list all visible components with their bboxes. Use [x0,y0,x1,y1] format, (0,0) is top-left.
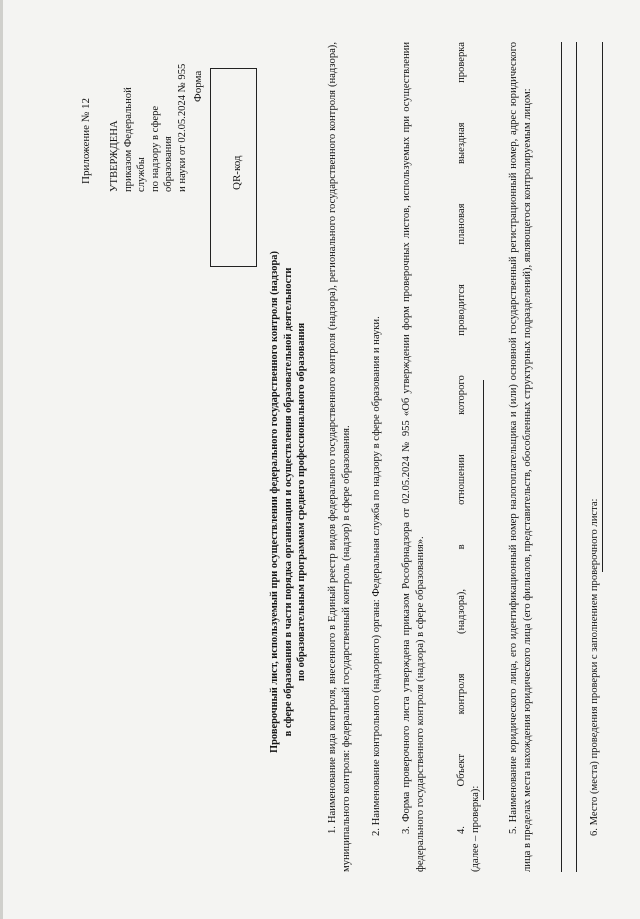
title-line-1: Проверочный лист, используемый при осуществлении федерального государственного контроля (надзора) [269,251,280,753]
item-5-fill-line-2 [576,42,577,872]
item-2-control-authority: 2. Наименование контрольного (надзорного) органа: Федеральная служба по надзору в сфере образования и науки. [371,316,382,836]
item-4-word: плановая [456,203,467,245]
form-label: Форма [192,70,204,102]
approved-line-1: приказом Федеральной службы [122,87,147,192]
item-4-words [455,42,469,872]
item-3-form-approval: 3. Форма проверочного листа утверждена приказом Рособрнадзора от 02.05.2024 № 955 «Об утверждении форм проверочных листов, используемых при осуществлении федерального государственного контроля (надзора) в сфере образования». [401,42,427,872]
item-5-legal-entity: 5. Наименование юридического лица, его идентификационный номер налогоплательщика и (или) основной государственный регистрационный номер, адрес юридического лица в пределах места нахождения юридического лица (его филиалов, представительств, обособленных структурных подразделений), являющегося контролируемым лицом: [508,42,534,872]
item-4-word: в [456,544,467,550]
item-4-word: отношении [456,454,467,505]
item-4-word: выездная [456,122,467,165]
item-4-control-object [455,42,484,872]
item-1-control-type: 1. Наименование вида контроля, внесенного в Единый реестр видов федерального государственного контроля (надзора), регионального государственного контроля (надзора), муниципального контроля: федеральный государственный контроль (надзор) в сфере образования. [327,42,353,872]
item-5-fill-line-1 [561,42,562,872]
item-4-continuation: (далее – проверка): [470,785,482,872]
item-4-fill-line [483,380,484,800]
approval-block [108,54,189,192]
approved-title: УТВЕРЖДЕНА [109,120,120,192]
item-4-word: 4. [456,826,467,834]
qr-code-label: QR-код [231,155,243,190]
document-title [268,202,309,802]
item-6-fill-line [602,42,603,572]
item-6-inspection-place: 6. Место (места) проведения проверки с заполнением проверочного листа: [589,498,600,836]
approved-line-3: и науки от 02.05.2024 № 955 [176,63,188,192]
item-4-word: контроля [456,673,467,715]
approved-line-2: по надзору в сфере образования [149,105,174,192]
item-4-word: проверка [456,42,467,83]
appendix-number: Приложение № 12 [80,97,92,184]
item-4-word: проводится [456,284,467,336]
title-line-3: по образовательным программам среднего профессионального образования [296,322,308,682]
item-4-word: Объект [456,753,467,787]
item-4-word: которого [456,375,467,415]
item-4-word: (надзора), [456,588,467,634]
title-line-2: в сфере образования в части порядка организации и осуществления образовательной деятельности [282,267,294,737]
rotated-page-content [28,32,618,892]
